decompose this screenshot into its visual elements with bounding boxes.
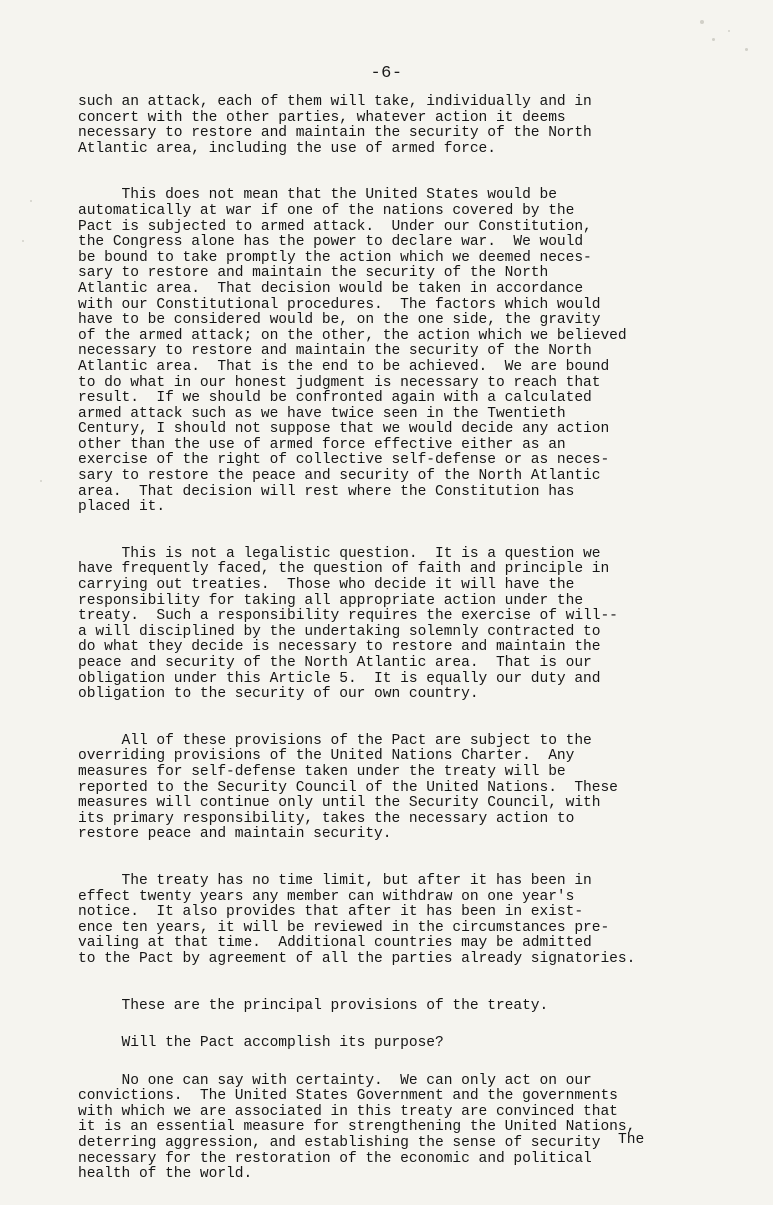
text-line: sary to restore and maintain the security of the North [78, 265, 549, 282]
text-line: of the armed attack; on the other, the action which we believed [78, 327, 627, 344]
paragraph [78, 547, 768, 703]
text-line: the Congress alone has the power to declare war. We would [78, 234, 584, 251]
paragraph [78, 734, 768, 843]
paragraph [78, 1036, 768, 1052]
page-number: -6- [370, 64, 403, 83]
paragraph [78, 188, 768, 515]
text-line: Century, I should not suppose that we would decide any action [78, 421, 610, 438]
text-line: ence ten years, it will be reviewed in the circumstances pre- [78, 919, 610, 936]
text-line: exercise of the right of collective self-defense or as neces- [78, 452, 610, 469]
text-line: to the Pact by agreement of all the parties already signatories. [78, 950, 636, 967]
text-line: result. If we should be confronted again with a calculated [78, 390, 592, 407]
text-line: notice. It also provides that after it has been in exist- [78, 904, 584, 921]
text-line: These are the principal provisions of the treaty. [78, 997, 549, 1014]
text-line: necessary for the restoration of the economic and political [78, 1150, 592, 1167]
text-line: peace and security of the North Atlantic area. That is our [78, 655, 592, 671]
text-line: health of the world. [78, 1166, 253, 1183]
text-line: measures for self-defense taken under the treaty will be [78, 763, 566, 780]
text-line: Atlantic area. That is the end to be achieved. We are bound [78, 358, 610, 375]
text-line: measures will continue only until the Security Council, with [78, 795, 601, 812]
text-line: such an attack, each of them will take, individually and in [78, 94, 592, 110]
text-line: placed it. [78, 499, 166, 516]
text-line: This does not mean that the United States would be [78, 187, 557, 204]
text-line: with which we are associated in this treaty are convinced that [78, 1103, 618, 1120]
text-line: effect twenty years any member can withdraw on one year's [78, 888, 575, 905]
text-line: its primary responsibility, takes the necessary action to [78, 810, 575, 827]
paper-speck [712, 38, 715, 41]
paper-speck [40, 480, 42, 482]
text-line: Will the Pact accomplish its purpose? [78, 1035, 444, 1052]
text-line: restore peace and maintain security. [78, 826, 392, 843]
text-line: reported to the Security Council of the United Nations. These [78, 779, 618, 796]
paper-speck [745, 48, 748, 51]
text-line: responsibility for taking all appropriate action under the [78, 592, 584, 609]
paragraph [78, 874, 768, 968]
text-line: convictions. The United States Government and the governments [78, 1088, 618, 1105]
paragraph [78, 1074, 768, 1183]
text-line: automatically at war if one of the nations covered by the [78, 202, 575, 219]
text-line: to do what in our honest judgment is necessary to reach that [78, 374, 601, 391]
text-line: necessary to restore and maintain the security of the North [78, 343, 592, 360]
text-line: do what they decide is necessary to restore and maintain the [78, 639, 601, 656]
text-line: Pact is subjected to armed attack. Under our Constitution, [78, 218, 592, 235]
text-line: No one can say with certainty. We can only act on our [78, 1072, 592, 1089]
text-line: other than the use of armed force effective either as an [78, 436, 566, 453]
paper-speck [30, 200, 32, 202]
text-line: obligation to the security of our own country. [78, 686, 479, 703]
text-line: sary to restore the peace and security of the North Atlantic [78, 468, 601, 485]
text-line: This is not a legalistic question. It is a question we [78, 545, 601, 562]
text-line: be bound to take promptly the action which we deemed neces- [78, 249, 592, 266]
text-line: necessary to restore and maintain the security of the North [78, 125, 592, 142]
text-line: with our Constitutional procedures. The factors which would [78, 296, 601, 313]
text-line: carrying out treaties. Those who decide it will have the [78, 577, 575, 594]
text-line: vailing at that time. Additional countries may be admitted [78, 935, 592, 952]
text-line: concert with the other parties, whatever action it deems [78, 109, 566, 126]
catchword: The [618, 1132, 645, 1148]
text-line: have frequently faced, the question of faith and principle in [78, 561, 610, 578]
text-line: Atlantic area. That decision would be taken in accordance [78, 280, 584, 297]
paper-speck [728, 30, 730, 32]
paragraph [78, 999, 768, 1015]
body-text [78, 95, 768, 1205]
text-line: armed attack such as we have twice seen in the Twentieth [78, 405, 566, 422]
text-line: have to be considered would be, on the one side, the gravity [78, 312, 601, 329]
text-line: All of these provisions of the Pact are subject to the [78, 732, 592, 749]
text-line: it is an essential measure for strengthening the United Nations, [78, 1119, 636, 1136]
text-line: area. That decision will rest where the Constitution has [78, 483, 575, 500]
text-line: The treaty has no time limit, but after it has been in [78, 872, 592, 889]
text-line: Atlantic area, including the use of armed force. [78, 140, 496, 157]
text-line: treaty. Such a responsibility requires the exercise of will-- [78, 608, 618, 625]
text-line: overriding provisions of the United Nations Charter. Any [78, 748, 575, 765]
paragraph [78, 95, 768, 157]
text-line: a will disciplined by the undertaking solemnly contracted to [78, 623, 601, 640]
text-line: deterring aggression, and establishing the sense of security [78, 1135, 601, 1152]
paper-speck [700, 20, 704, 24]
paper-speck [22, 240, 24, 242]
text-line: obligation under this Article 5. It is equally our duty and [78, 670, 601, 687]
